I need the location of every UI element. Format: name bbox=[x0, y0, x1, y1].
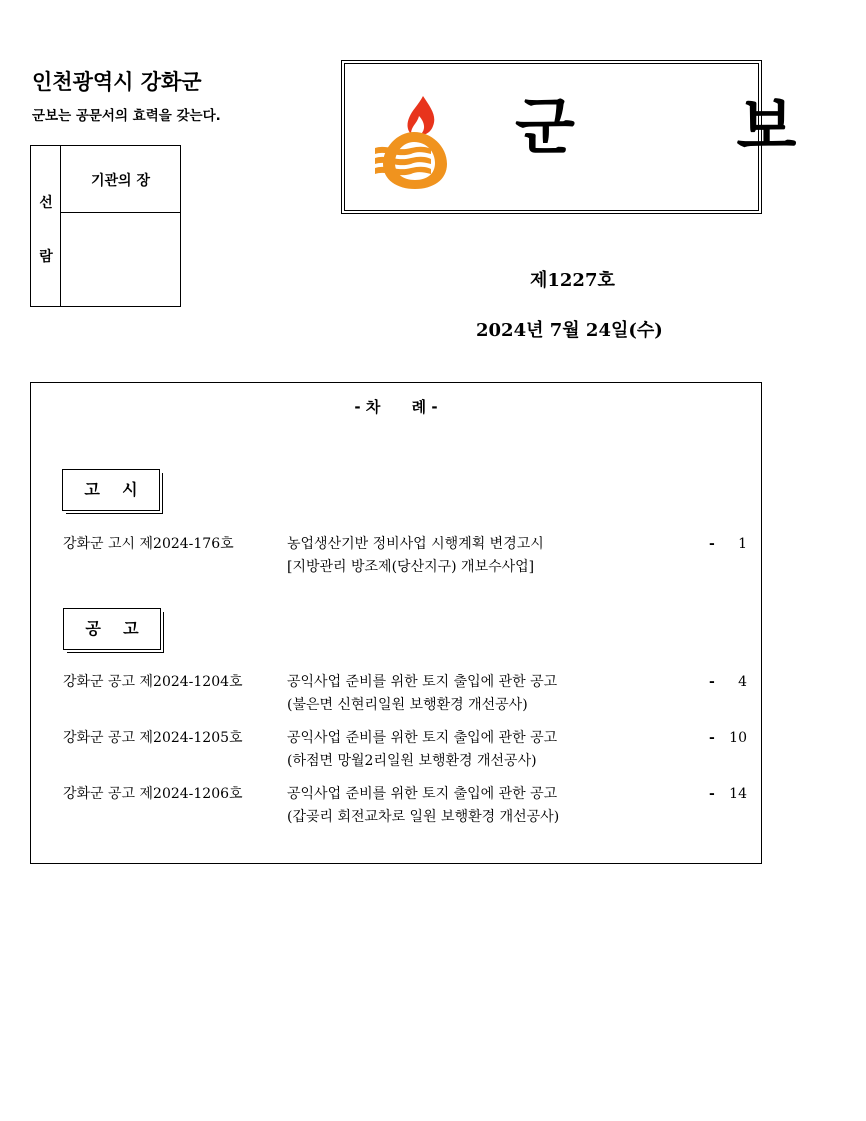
gangwha-emblem-icon bbox=[371, 94, 457, 190]
entry-number: 강화군 공고 제2024-1205호 bbox=[63, 730, 243, 746]
entry-number: 강화군 공고 제2024-1204호 bbox=[63, 674, 243, 690]
entry-leader-dash: - bbox=[709, 674, 715, 690]
table-of-contents bbox=[30, 382, 762, 864]
entry-page: 14 bbox=[729, 786, 747, 802]
entry-subtitle: (하점면 망월2리일원 보행환경 개선공사) bbox=[287, 753, 537, 769]
approval-side-char-1: 선 bbox=[39, 195, 53, 211]
title-box bbox=[341, 60, 866, 214]
approval-side-column bbox=[31, 146, 61, 306]
approval-head-label: 기관의 장 bbox=[61, 146, 180, 213]
approval-side-char-2: 람 bbox=[39, 249, 53, 265]
entry-page: 1 bbox=[738, 536, 747, 552]
entry-title: 공익사업 준비를 위한 토지 출입에 관한 공고 bbox=[287, 786, 558, 802]
gazette-title: 군 보 bbox=[515, 90, 866, 163]
entry-leader-dash: - bbox=[709, 730, 715, 746]
entry-leader-dash: - bbox=[709, 536, 715, 552]
section-label-notice: 고 시 bbox=[62, 469, 160, 511]
organization-name: 인천광역시 강화군 bbox=[32, 70, 202, 94]
entry-title: 공익사업 준비를 위한 토지 출입에 관한 공고 bbox=[287, 674, 558, 690]
approval-box bbox=[30, 145, 181, 307]
entry-leader-dash: - bbox=[709, 786, 715, 802]
entry-subtitle: (갑곶리 회전교차로 일원 보행환경 개선공사) bbox=[287, 809, 560, 825]
entry-subtitle: (불은면 신현리일원 보행환경 개선공사) bbox=[287, 697, 528, 713]
toc-title: - 차 례 - bbox=[354, 398, 438, 416]
entry-subtitle: [지방관리 방조제(당산지구) 개보수사업] bbox=[287, 559, 535, 575]
section-label-announcement: 공 고 bbox=[63, 608, 161, 650]
entry-number: 강화군 고시 제2024-176호 bbox=[63, 536, 234, 552]
legal-effect-note: 군보는 공문서의 효력을 갖는다. bbox=[32, 108, 221, 124]
entry-page: 4 bbox=[738, 674, 747, 690]
issue-number: 제1227호 bbox=[530, 270, 615, 291]
entry-page: 10 bbox=[729, 730, 747, 746]
entry-title: 농업생산기반 정비사업 시행계획 변경고시 bbox=[287, 536, 544, 552]
issue-date: 2024년 7월 24일(수) bbox=[476, 320, 663, 341]
entry-title: 공익사업 준비를 위한 토지 출입에 관한 공고 bbox=[287, 730, 558, 746]
entry-number: 강화군 공고 제2024-1206호 bbox=[63, 786, 243, 802]
